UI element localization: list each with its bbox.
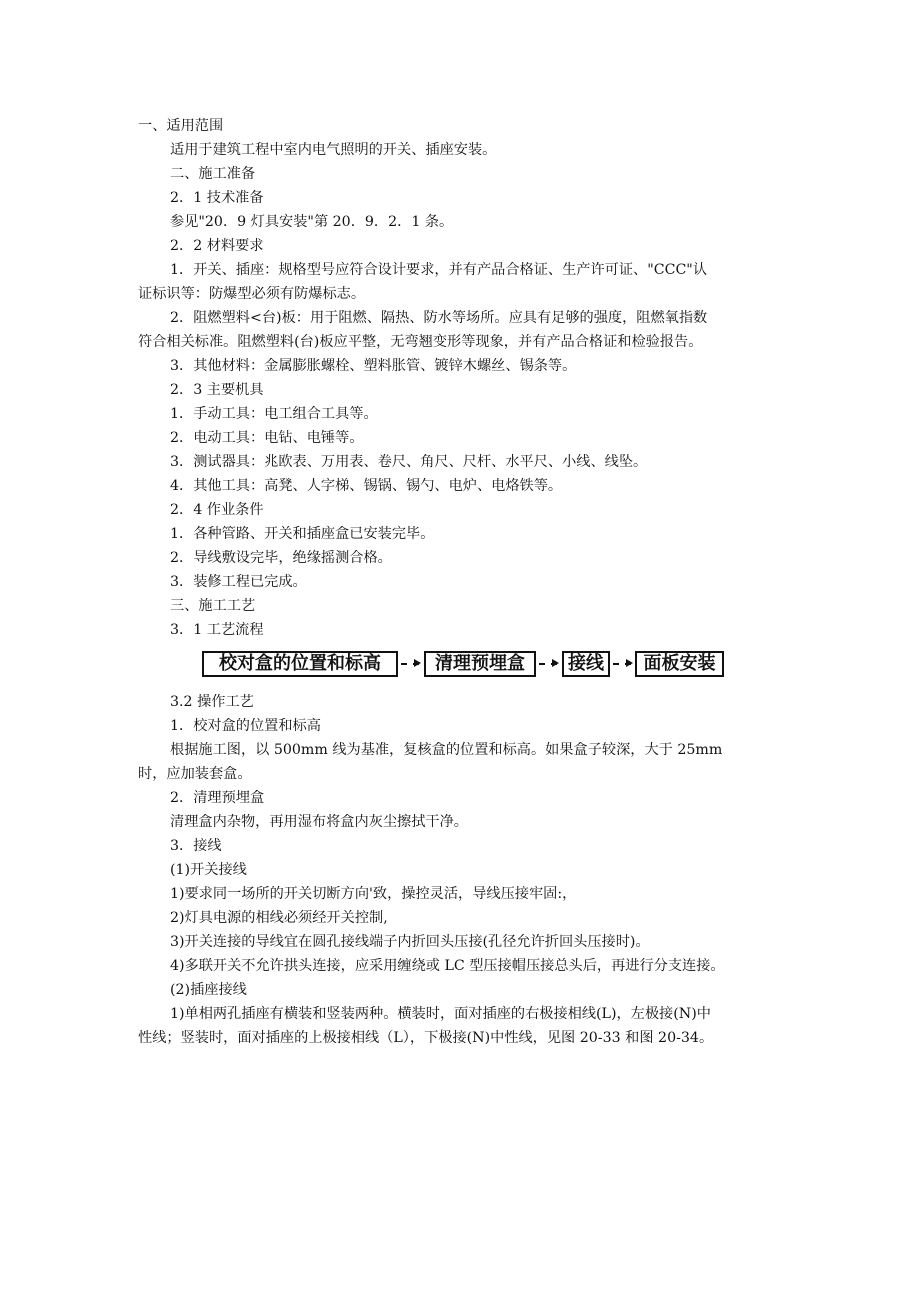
paragraph: 清理盒内杂物，再用湿布将盒内灰尘擦拭干净。 [170,814,468,830]
paragraph: 1．开关、插座：规格型号应符合设计要求，并有产品合格证、生产许可证、"CCC"认 [170,262,708,278]
subheading-switch-wiring: (1)开关接线 [170,862,247,878]
flow-arrow-icon [401,663,419,665]
list-item: 1．各种管路、开关和插座盒已安装完毕。 [170,526,435,542]
subheading-tech-prep: 2．1 技术准备 [170,190,264,206]
flow-step-2: 清理预埋盒 [424,651,536,677]
subheading-operation: 3.2 操作工艺 [170,694,254,710]
list-item: 1．手动工具：电工组合工具等。 [170,406,378,422]
list-item: 2．电动工具：电钻、电锤等。 [170,430,364,446]
list-item: 4．其他工具：高凳、人字梯、锡锅、锡勺、电炉、电烙铁等。 [170,478,563,494]
list-item: 2．导线敷设完毕，绝缘摇测合格。 [170,550,392,566]
section-heading-preparation: 二、施工准备 [170,166,256,182]
list-item: 2)灯具电源的相线必须经开关控制, [170,910,388,926]
process-flowchart [202,651,724,681]
list-item: 4)多联开关不允许拱头连接，应采用缠绕或 LC 型压接帽压接总头后，再进行分支连接。 [170,958,725,974]
list-item: 3．测试器具：兆欧表、万用表、卷尺、角尺、尺杆、水平尺、小线、线坠。 [170,454,648,470]
flow-step-1: 校对盒的位置和标高 [202,651,398,677]
paragraph-continued: 符合相关标准。阻燃塑料(台)板应平整，无弯翘变形等现象，并有产品合格证和检验报告。 [138,334,703,350]
list-item: 3．装修工程已完成。 [170,574,307,590]
subheading-flow: 3．1 工艺流程 [170,622,264,638]
paragraph: 1)单相两孔插座有横装和竖装两种。横装时，面对插座的右极接相线(L)，左极接(N)中 [170,1006,711,1022]
flow-step-4: 面板安装 [635,651,724,677]
subheading-socket-wiring: (2)插座接线 [170,982,247,998]
section-heading-process: 三、施工工艺 [170,598,256,614]
subheading-materials: 2．2 材料要求 [170,238,264,254]
list-item: 3．接线 [170,838,222,854]
subheading-conditions: 2．4 作业条件 [170,502,264,518]
paragraph-continued: 性线；竖装时，面对插座的上极接相线（L），下极接(N)中性线，见图 20-33 和图 20-34。 [138,1030,714,1046]
list-item: 1．校对盒的位置和标高 [170,718,321,734]
paragraph: 3．其他材料：金属膨胀螺栓、塑料胀管、镀锌木螺丝、锡条等。 [170,358,577,374]
flow-arrow-icon [539,663,557,665]
flow-step-3: 接线 [562,651,610,677]
list-item: 1)要求同一场所的开关切断方向'致，操控灵活，导线压接牢固:， [170,886,577,902]
paragraph: 2．阻燃塑料<台)板：用于阻燃、隔热、防水等场所。应具有足够的强度，阻燃氧指数 [170,310,708,326]
list-item: 3)开关连接的导线宜在圆孔接线端子内折回头压接(孔径允许折回头压接时)。 [170,934,650,950]
subheading-tools: 2．3 主要机具 [170,382,264,398]
list-item: 2．清理预埋盒 [170,790,265,806]
paragraph-continued: 证标识等：防爆型必须有防爆标志。 [138,286,366,302]
paragraph: 参见"20．9 灯具安装"第 20．9．2．1 条。 [170,214,454,230]
paragraph: 根据施工图，以 500mm 线为基准，复核盒的位置和标高。如果盒子较深，大于 25mm [170,742,723,758]
flow-arrow-icon [613,663,631,665]
section-heading-scope: 一、适用范围 [138,118,224,134]
paragraph-continued: 时，应加装套盒。 [138,766,252,782]
paragraph: 适用于建筑工程中室内电气照明的开关、插座安装。 [170,142,497,158]
